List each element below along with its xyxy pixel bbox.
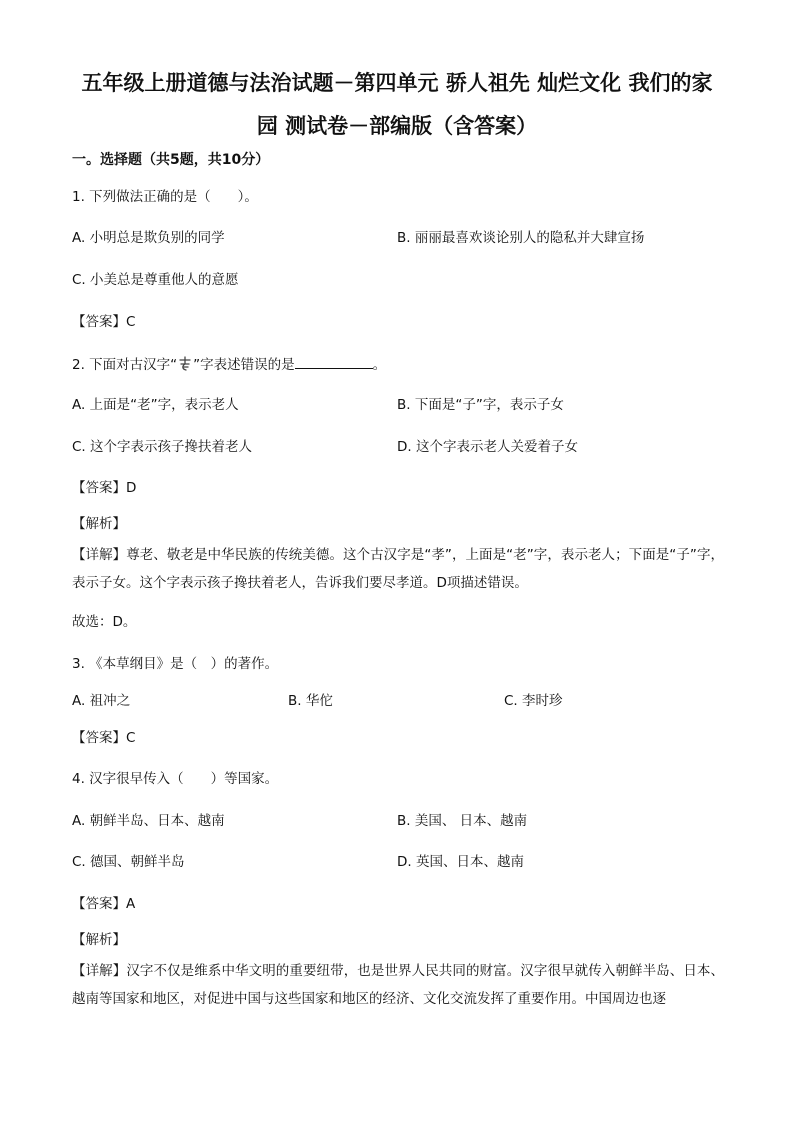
q3-option-a: A. 祖冲之 (72, 693, 131, 709)
q2-stem-end: 。 (372, 357, 387, 373)
q2-answer-blank (295, 354, 373, 369)
q2-analysis-label: 【解析】 (72, 516, 126, 532)
q4-stem: 4. 汉字很早传入（ ）等国家。 (72, 771, 279, 787)
q4-option-a: A. 朝鲜半岛、日本、越南 (72, 813, 225, 829)
q2-detail-text: 尊老、敬老是中华民族的传统美德。这个古汉字是“孝”，上面是“老”字，表示老人；下面是“子”字，表示子女。这个字表示孩子搀扶着老人，告诉我们要尽孝道。D项描述错误。 (72, 547, 724, 591)
q1-answer (72, 312, 135, 332)
q2-detail (72, 541, 724, 597)
q2-option-b: B. 下面是“子”字，表示子女 (397, 397, 564, 413)
q2-stem-before: 2. 下面对古汉字“ (72, 357, 178, 373)
q4-answer-label: 【答案】 (72, 896, 126, 912)
q4-detail-label: 【详解】 (72, 963, 127, 979)
q3-answer-value: C (126, 730, 136, 746)
q2-answer-value: D (126, 480, 137, 496)
q3-answer-label: 【答案】 (72, 730, 126, 746)
q1-stem: 1. 下列做法正确的是（ ）。 (72, 189, 258, 205)
q1-answer-value: C (126, 314, 136, 330)
q2-option-c: C. 这个字表示孩子搀扶着老人 (72, 439, 253, 455)
q2-option-d: D. 这个字表示老人关爱着子女 (397, 439, 578, 455)
q2-option-a: A. 上面是“老”字，表示老人 (72, 397, 239, 413)
q4-detail-text: 汉字不仅是维系中华文明的重要纽带，也是世界人民共同的财富。汉字很早就传入朝鲜半岛、日本、越南等国家和地区，对促进中国与这些国家和地区的经济、文化交流发挥了重要作用。中国周边也逐 (72, 963, 725, 1007)
q4-detail (72, 957, 724, 1013)
q1-option-c: C. 小美总是尊重他人的意愿 (72, 272, 239, 288)
q3-stem: 3. 《本草纲目》是（ ）的著作。 (72, 656, 279, 672)
q4-analysis-label: 【解析】 (72, 932, 126, 948)
q4-option-d: D. 英国、日本、越南 (397, 854, 524, 870)
q4-answer (72, 894, 135, 914)
document-title-line-1: 五年级上册道德与法治试题－第四单元 骄人祖先 灿烂文化 我们的家 (81, 70, 713, 95)
q3-option-c: C. 李时珍 (504, 693, 563, 709)
q1-option-a: A. 小明总是欺负别的同学 (72, 230, 225, 246)
q2-answer (72, 478, 136, 498)
q2-detail-label: 【详解】 (72, 547, 127, 563)
document-title-line-2: 园 测试卷－部编版（含答案） (256, 113, 538, 138)
q3-answer (72, 728, 135, 748)
q2-answer-label: 【答案】 (72, 480, 126, 496)
ancient-character-glyph-icon (177, 356, 193, 372)
q1-option-b: B. 丽丽最喜欢谈论别人的隐私并大肆宣扬 (397, 230, 645, 246)
q1-answer-label: 【答案】 (72, 314, 126, 330)
q4-option-c: C. 德国、朝鲜半岛 (72, 854, 185, 870)
q4-answer-value: A (126, 896, 136, 912)
q4-option-b: B. 美国、 日本、越南 (397, 813, 528, 829)
q3-option-b: B. 华佗 (288, 693, 333, 709)
q2-stem (72, 354, 386, 375)
q2-stem-after: ”字表述错误的是 (193, 357, 295, 373)
section-heading: 一。选择题（共5题，共10分） (72, 152, 270, 168)
q2-choice: 故选：D。 (72, 614, 137, 630)
